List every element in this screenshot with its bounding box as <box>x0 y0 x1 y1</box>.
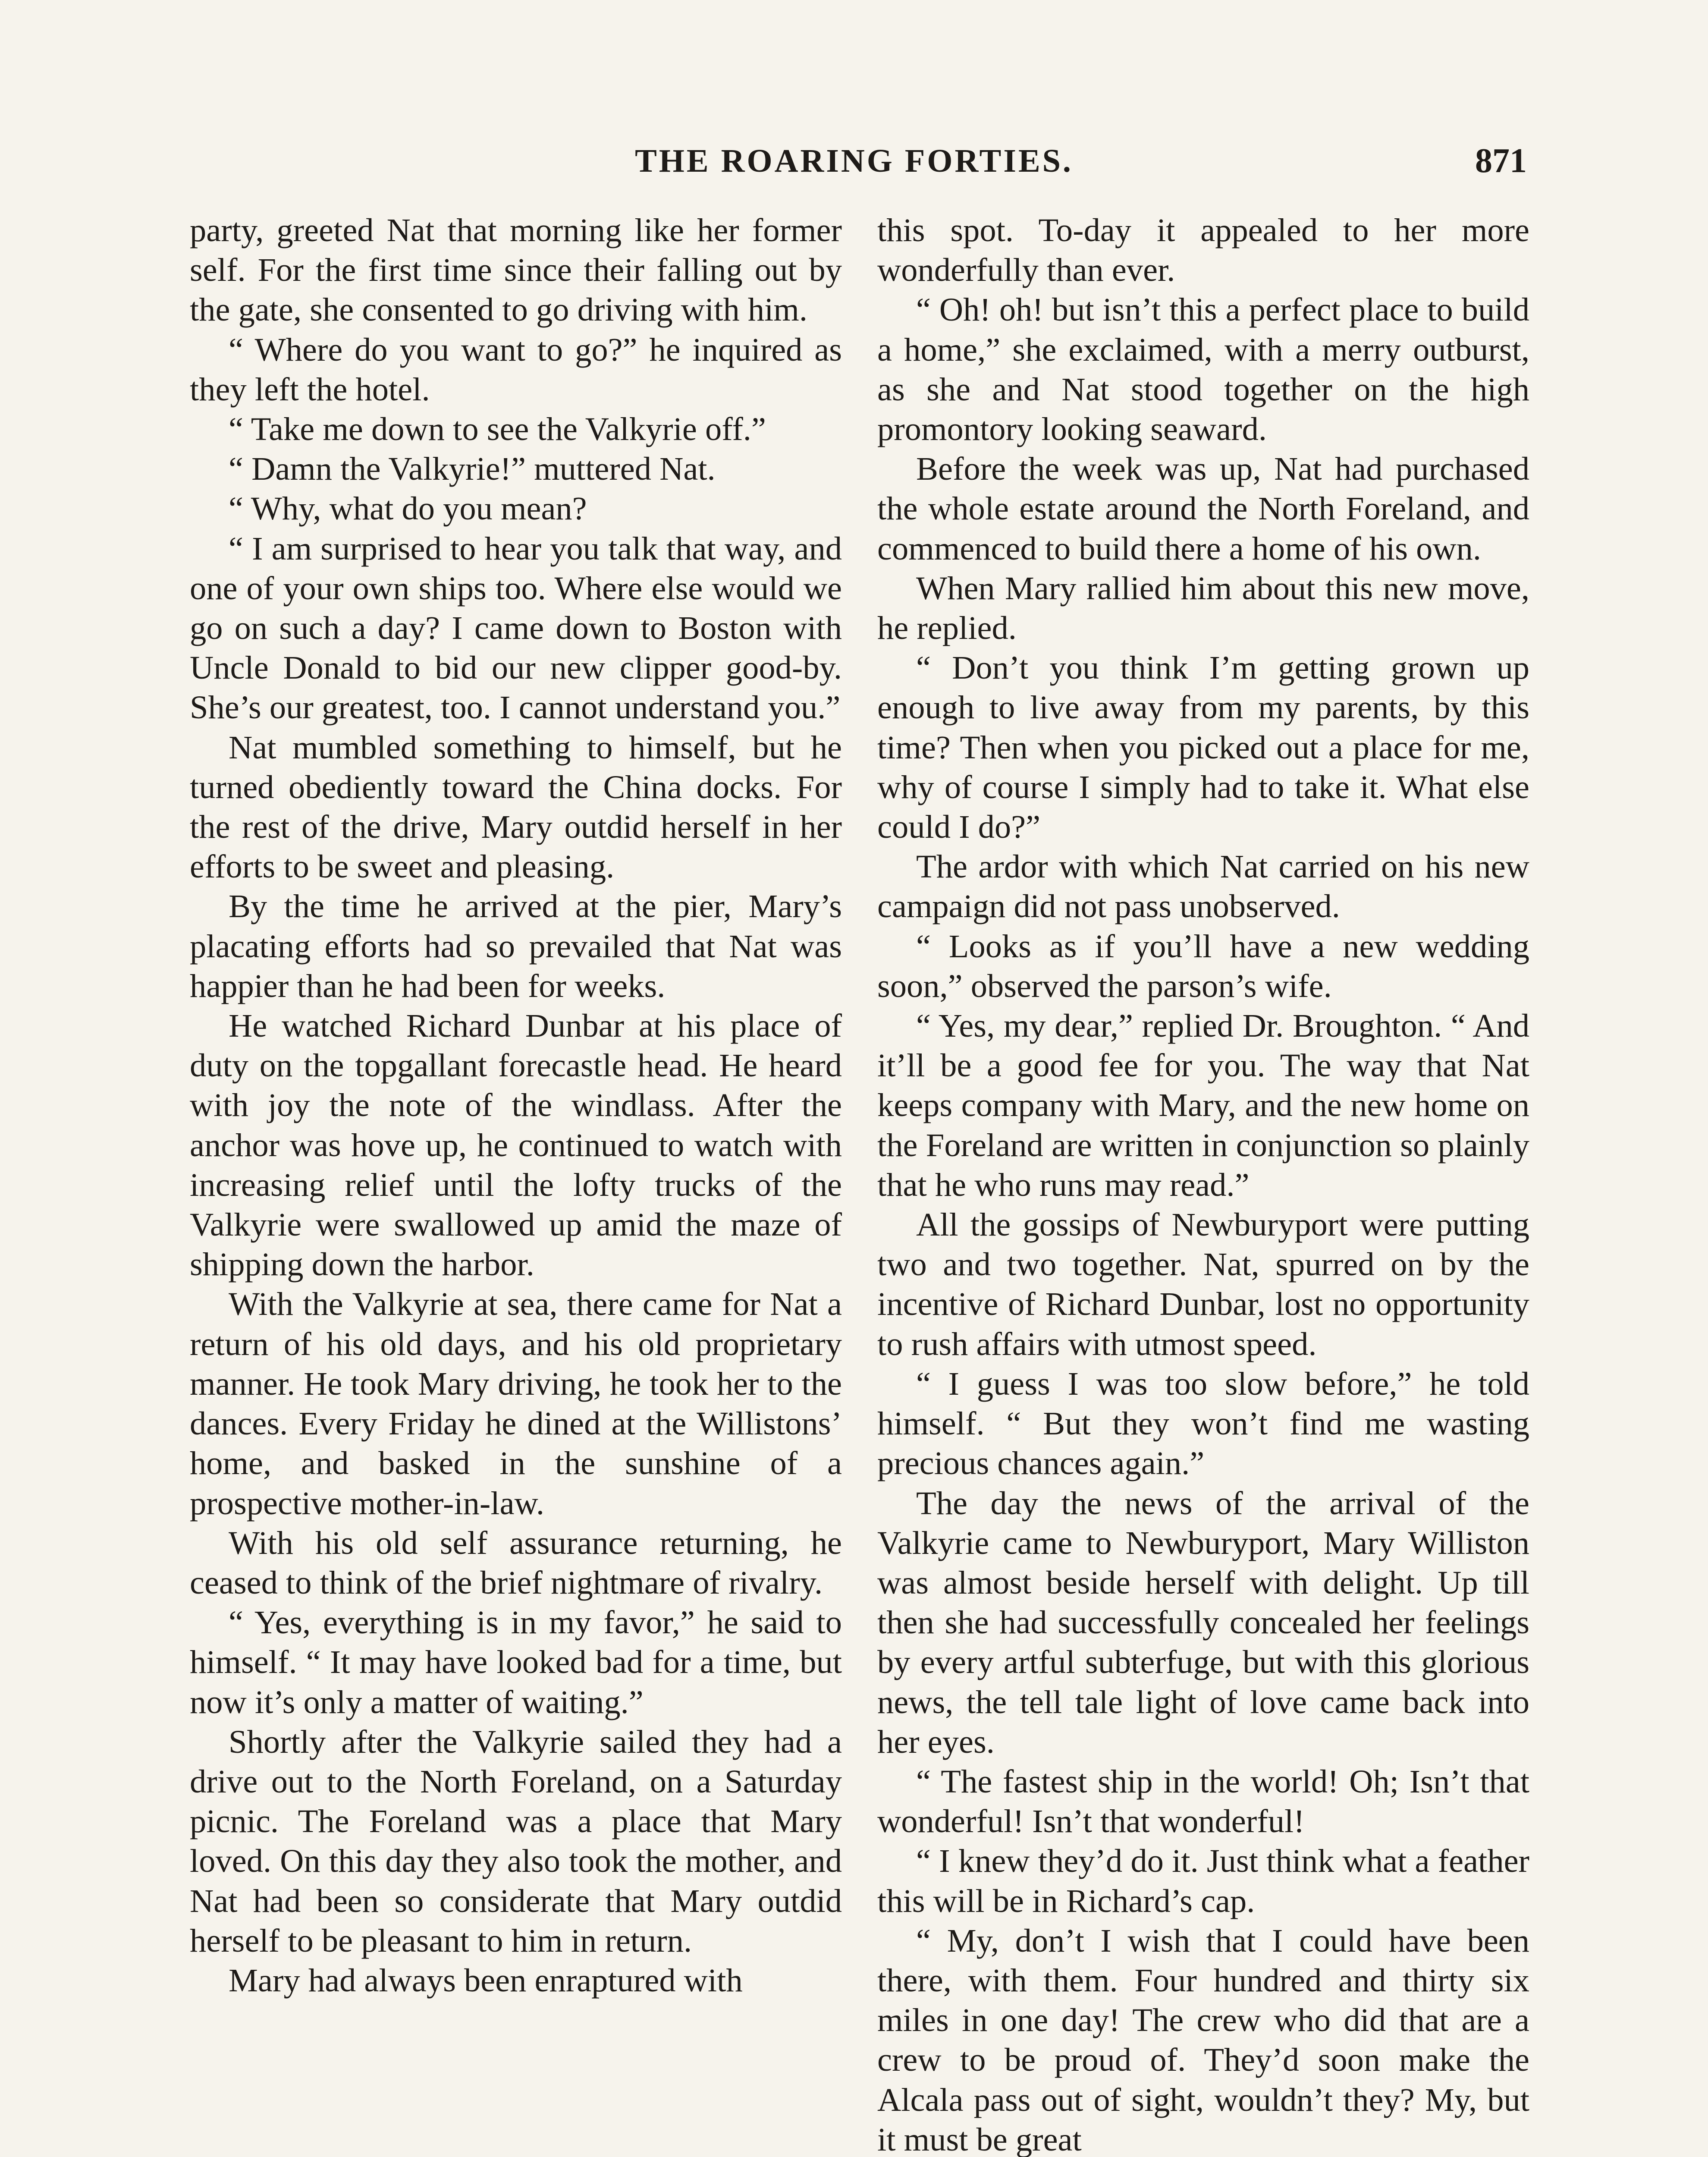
running-title: THE ROARING FORTIES. <box>635 143 1073 179</box>
paragraph: party, greeted Nat that morning like her former self. For the first time since their falling out by the gate, she consented to go driving with him. <box>190 212 842 328</box>
paragraph: By the time he arrived at the pier, Mary’s placating efforts had so prevailed that Nat was happier than he had been for weeks. <box>190 888 842 1004</box>
paragraph: When Mary rallied him about this new move, he replied. <box>877 569 1529 647</box>
paragraph: “ The fastest ship in the world! Oh; Isn’t that wonderful! Isn’t that wonderful! <box>877 1763 1529 1840</box>
paragraph: “ Where do you want to go?” he inquired as they left the hotel. <box>190 331 842 408</box>
paragraph: “ My, don’t I wish that I could have been there, with them. Four hundred and thirty six miles in one day! The crew who did that are a crew to be proud of. They’d soon make the Alcala pass out of sight, wouldn’t they? My, but it must be great <box>877 1922 1529 2157</box>
paragraph: “ Oh! oh! but isn’t this a perfect place to build a home,” she exclaimed, with a merry outburst, as she and Nat stood together on the high promontory looking seaward. <box>877 291 1529 448</box>
paragraph: “ I am surprised to hear you talk that way, and one of your own ships too. Where else would we go on such a day? I came down to Boston with Uncle Donald to bid our new clipper good-by. She’s our greatest, too. I cannot understand you.” <box>190 530 842 726</box>
paragraph: “ Take me down to see the Valkyrie off.” <box>229 411 766 448</box>
running-head <box>181 137 1527 185</box>
paragraph: With his old self assurance returning, he ceased to think of the brief nightmare of rivalry. <box>190 1524 842 1601</box>
paragraph: The ardor with which Nat carried on his new campaign did not pass unobserved. <box>877 848 1529 925</box>
paragraph: “ I knew they’d do it. Just think what a feather this will be in Richard’s cap. <box>877 1843 1529 1919</box>
paragraph: Mary had always been enraptured with <box>229 1962 743 1999</box>
paragraph: “ Yes, everything is in my favor,” he said to himself. “ It may have looked bad for a time, but now it’s only a matter of waiting.” <box>190 1604 842 1720</box>
paragraph: With the Valkyrie at sea, there came for Nat a return of his old days, and his old proprietary manner. He took Mary driving, he took her to the dances. Every Friday he dined at the Willistons’ home, and basked in the sunshine of a prospective mother-in-law. <box>190 1286 842 1522</box>
right-column <box>877 211 1529 2157</box>
left-column <box>190 211 842 2157</box>
paragraph: Before the week was up, Nat had purchased the whole estate around the North Foreland, and commenced to build there a home of his own. <box>877 450 1529 567</box>
paragraph: “ Looks as if you’ll have a new wedding soon,” observed the parson’s wife. <box>877 928 1529 1004</box>
paragraph: The day the news of the arrival of the Valkyrie came to Newburyport, Mary Williston was almost beside herself with delight. Up till then she had successfully concealed her feelings by every artful subterfuge, but with this glorious news, the tell tale light of love came back into her eyes. <box>877 1484 1529 1760</box>
paragraph: “ I guess I was too slow before,” he told himself. “ But they won’t find me wasting precious chances again.” <box>877 1365 1529 1482</box>
paragraph: All the gossips of Newburyport were putting two and two together. Nat, spurred on by the incentive of Richard Dunbar, lost no opportunity to rush affairs with utmost speed. <box>877 1206 1529 1362</box>
paragraph: He watched Richard Dunbar at his place of duty on the topgallant forecastle head. He heard with joy the note of the windlass. After the anchor was hove up, he continued to watch with increasing relief until the lofty trucks of the Valkyrie were swallowed up amid the maze of shipping down the harbor. <box>190 1007 842 1283</box>
page-number: 871 <box>1475 142 1527 180</box>
paragraph: Shortly after the Valkyrie sailed they had a drive out to the North Foreland, on a Saturday picnic. The Foreland was a place that Mary loved. On this day they also took the mother, and Nat had been so considerate that Mary outdid herself to be pleasant to him in return. <box>190 1723 842 1959</box>
paragraph: “ Yes, my dear,” replied Dr. Broughton. “ And it’ll be a good fee for you. The way that Nat keeps company with Mary, and the new home on the Foreland are written in conjunction so plainly that he who runs may read.” <box>877 1007 1529 1203</box>
paragraph: “ Why, what do you mean? <box>229 490 587 527</box>
paragraph: “ Damn the Valkyrie!” muttered Nat. <box>229 450 716 487</box>
paragraph: Nat mumbled something to himself, but he turned obediently toward the China docks. For the rest of the drive, Mary outdid herself in her efforts to be sweet and pleasing. <box>190 729 842 885</box>
paragraph: “ Don’t you think I’m getting grown up enough to live away from my parents, by this time? Then when you picked out a place for me, why of course I simply had to take it. What else could I do?” <box>877 649 1529 846</box>
paragraph: this spot. To-day it appealed to her more wonderfully than ever. <box>877 212 1529 289</box>
